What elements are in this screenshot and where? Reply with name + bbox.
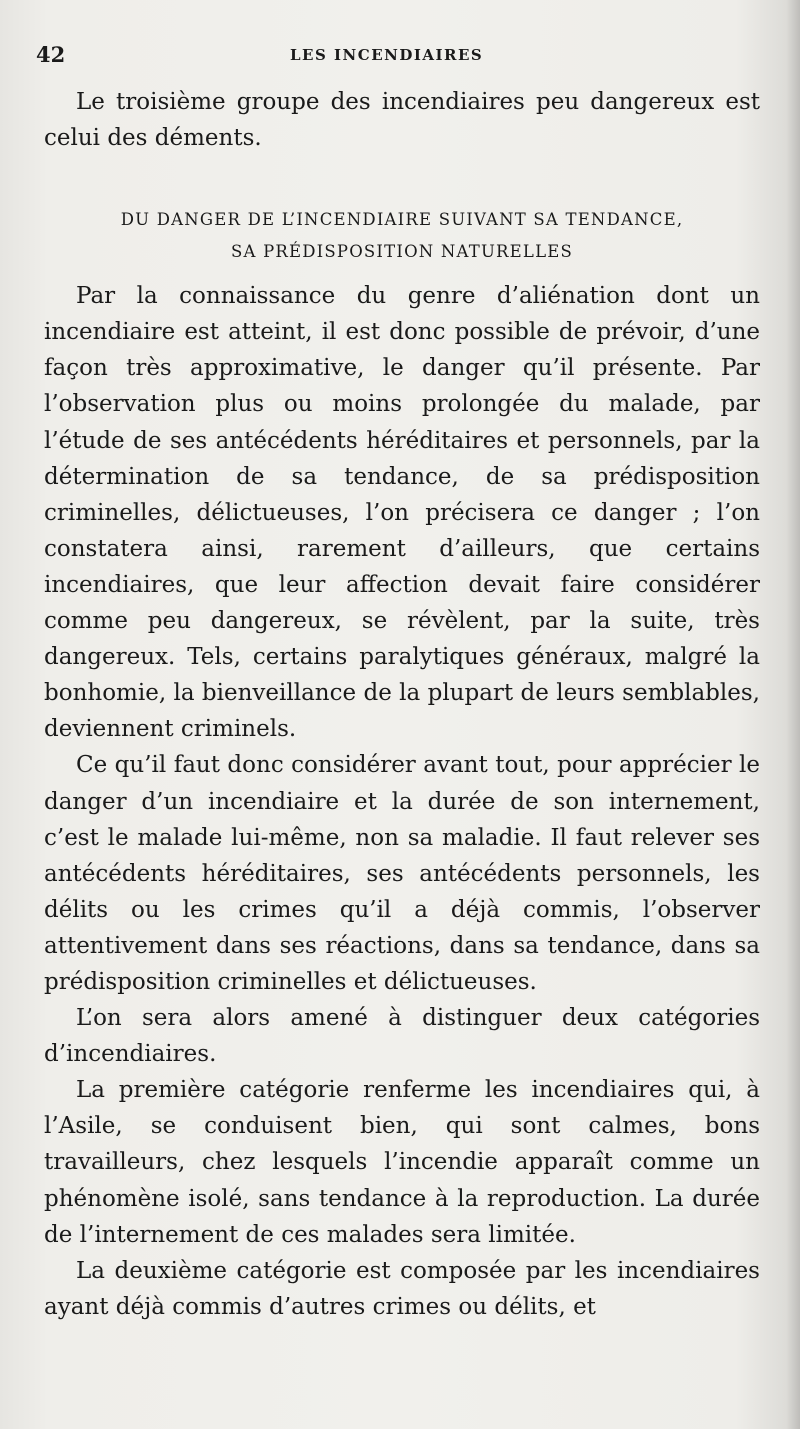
paragraph-4: La première catégorie renferme les incendiaires qui, à l’Asile, se conduisent bien, qui sont calmes, bons travailleurs, chez lesquels l’incendie apparaît comme un phénomène isolé, sans tendance à la reproduction. La durée de l’internement de ces malades sera limitée. — [44, 1077, 760, 1248]
paragraph-1: Par la connaissance du genre d’aliénation dont un incendiaire est atteint, il est donc possible de prévoir, d’une façon très approximative, le danger qu’il présente. Par l’observation plus ou moins prolongée du malade, par l’étude de ses antécédents héréditaires et personnels, par la détermination de sa tendance, de sa prédisposition criminelles, délictueuses, l’on précisera ce danger ; l’on constatera ainsi, rarement d’ailleurs, que certains incendiaires, que leur affection devait faire considérer comme peu dangereux, se révèlent, par la suite, très dangereux. Tels, certains paralytiques généraux, malgré la bonhomie, la bienveillance de la plupart de leurs semblables, deviennent criminels. — [44, 283, 760, 743]
paragraph-2: Ce qu’il faut donc considérer avant tout, pour apprécier le danger d’un incendiaire et la durée de son internement, c’est le malade lui-même, non sa maladie. Il faut relever ses antécédents héréditaires, ses antécédents personnels, les délits ou les crimes qu’il a déjà commis, l’observer attentivement dans ses réactions, dans sa tendance, dans sa prédisposition criminelles et délictueuses. — [44, 752, 760, 995]
intro-paragraph: Le troisième groupe des incendiaires peu dangereux est celui des déments. — [44, 89, 760, 152]
page-number: 42 — [36, 42, 66, 67]
paragraph-3: L’on sera alors amené à distinguer deux catégories d’incendiaires. — [44, 1005, 760, 1068]
section-title-line-1: DU DANGER DE L’INCENDIAIRE SUIVANT SA TENDANCE, — [120, 210, 684, 230]
paragraph-5: La deuxième catégorie est composée par les incendiaires ayant déjà commis d’autres crimes ou délits, et — [44, 1257, 760, 1320]
body-text — [44, 84, 760, 1325]
page-edge-shadow — [786, 0, 800, 1429]
section-title-line-2: SA PRÉDISPOSITION NATURELLES — [231, 242, 573, 262]
section-title — [44, 204, 760, 268]
page-header — [36, 42, 756, 72]
running-title: LES INCENDIAIRES — [290, 46, 484, 64]
